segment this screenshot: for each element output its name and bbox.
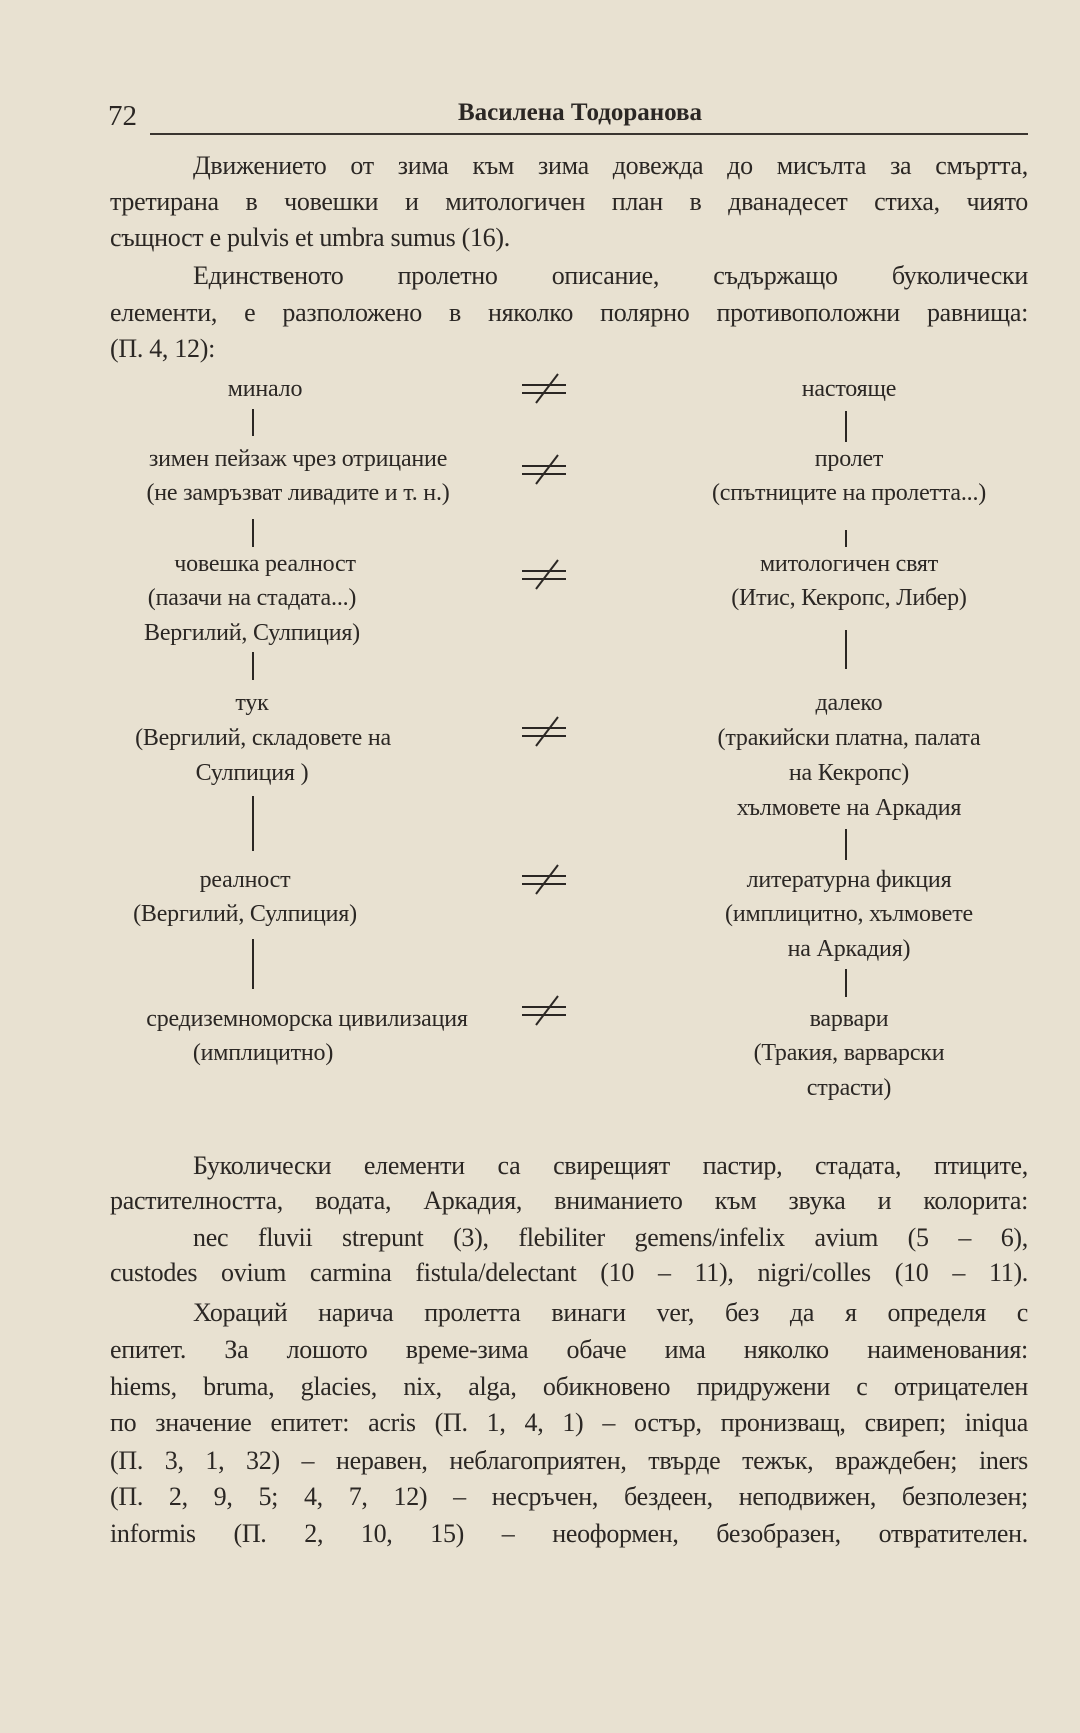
not-equal-icon [518, 452, 570, 488]
diagram-right-item: страсти) [806, 1075, 892, 1101]
diagram-right-item: (Тракия, варварски [753, 1040, 945, 1066]
diagram-left-item: (Вергилий, складовете на [135, 725, 391, 751]
running-title: Василена Тодоранова [457, 99, 703, 126]
text-line: същност е pulvis et umbra sumus (16). [110, 223, 510, 252]
diagram-left-item: реалност [199, 867, 291, 893]
diagram-right-item: (спътниците на пролетта...) [711, 480, 987, 506]
text-line: Единственото пролетно описание, съдържащо буколически [193, 261, 1028, 290]
diagram-right-item: митологичен свят [759, 551, 939, 577]
diagram-left-item: Вергилий, Сулпиция) [144, 620, 360, 646]
connector-line [845, 411, 847, 442]
diagram-left-item: (не замръзват ливадите и т. н.) [146, 480, 450, 506]
diagram-left-item: минало [227, 376, 303, 402]
text-line: nec fluvii strepunt (3), flebiliter gemens/infelix avium (5 – 6), [193, 1223, 1028, 1252]
connector-line [252, 939, 254, 989]
text-line: Движението от зима към зима довежда до мисълта за смъртта, [193, 151, 1028, 180]
connector-line [845, 530, 847, 547]
connector-line [845, 969, 847, 997]
diagram-right-item: варвари [809, 1006, 889, 1032]
diagram-right-item: литературна фикция [746, 867, 952, 893]
text-line: custodes ovium carmina fistula/delectant (10 – 11), nigri/colles (10 – 11). [110, 1258, 1028, 1287]
text-line: hiems, bruma, glacies, nix, alga, обикновено придружени с отрицателен [110, 1372, 1028, 1401]
text-line: елементи, е разположено в няколко полярно противоположни равнища: [110, 298, 1028, 327]
diagram-right-item: хълмовете на Аркадия [736, 795, 962, 821]
page-number: 72 [108, 100, 137, 132]
diagram-left-item: зимен пейзаж чрез отрицание [148, 446, 448, 472]
not-equal-icon [518, 714, 570, 750]
diagram-right-item: настояще [801, 376, 897, 402]
diagram-left-item: (Вергилий, Сулпиция) [133, 901, 357, 927]
diagram-right-item: далеко [815, 690, 883, 716]
diagram-left-item: (имплицитно) [192, 1040, 334, 1066]
text-line: третирана в човешки и митологичен план в дванадесет стиха, чиято [110, 187, 1028, 216]
connector-line [845, 630, 847, 669]
not-equal-icon [518, 993, 570, 1029]
not-equal-icon [518, 557, 570, 593]
diagram-left-item: средиземноморска цивилизация [146, 1006, 468, 1032]
text-line: по значение епитет: acris (П. 1, 4, 1) – остър, пронизващ, свиреп; iniqua [110, 1408, 1028, 1437]
text-line: Хораций нарича пролетта винаги ver, без да я определя с [193, 1298, 1028, 1327]
diagram-right-item: на Аркадия) [787, 936, 911, 962]
text-line: informis (П. 2, 10, 15) – неоформен, безобразен, отвратителен. [110, 1519, 1028, 1548]
connector-line [252, 652, 254, 680]
text-line: (П. 3, 1, 32) – неравен, неблагоприятен, твърде тежък, враждебен; iners [110, 1446, 1028, 1475]
diagram-right-item: на Кекропс) [788, 760, 910, 786]
diagram-left-item: (пазачи на стадата...) [147, 585, 357, 611]
connector-line [252, 519, 254, 547]
diagram-left-item: човешка реалност [174, 551, 356, 577]
text-line: растителността, водата, Аркадия, вниманието към звука и колорита: [110, 1186, 1028, 1215]
diagram-right-item: (тракийски платна, палата [717, 725, 981, 751]
diagram-right-item: (имплицитно, хълмовете [725, 901, 973, 927]
diagram-right-item: (Итис, Кекропс, Либер) [731, 585, 967, 611]
connector-line [252, 409, 254, 436]
text-line: епитет. За лошото време-зима обаче има няколко наименования: [110, 1335, 1028, 1364]
text-line: (П. 2, 9, 5; 4, 7, 12) – несръчен, бездеен, неподвижен, безполезен; [110, 1482, 1028, 1511]
connector-line [252, 796, 254, 851]
diagram-right-item: пролет [814, 446, 884, 472]
diagram-left-item: тук [235, 690, 269, 716]
not-equal-icon [518, 371, 570, 407]
header-rule [150, 133, 1028, 135]
diagram-left-item: Сулпиция ) [195, 760, 309, 786]
not-equal-icon [518, 862, 570, 898]
connector-line [845, 829, 847, 860]
text-line: Буколически елементи са свирещият пастир, стадата, птиците, [193, 1151, 1028, 1180]
text-line: (П. 4, 12): [110, 334, 216, 363]
